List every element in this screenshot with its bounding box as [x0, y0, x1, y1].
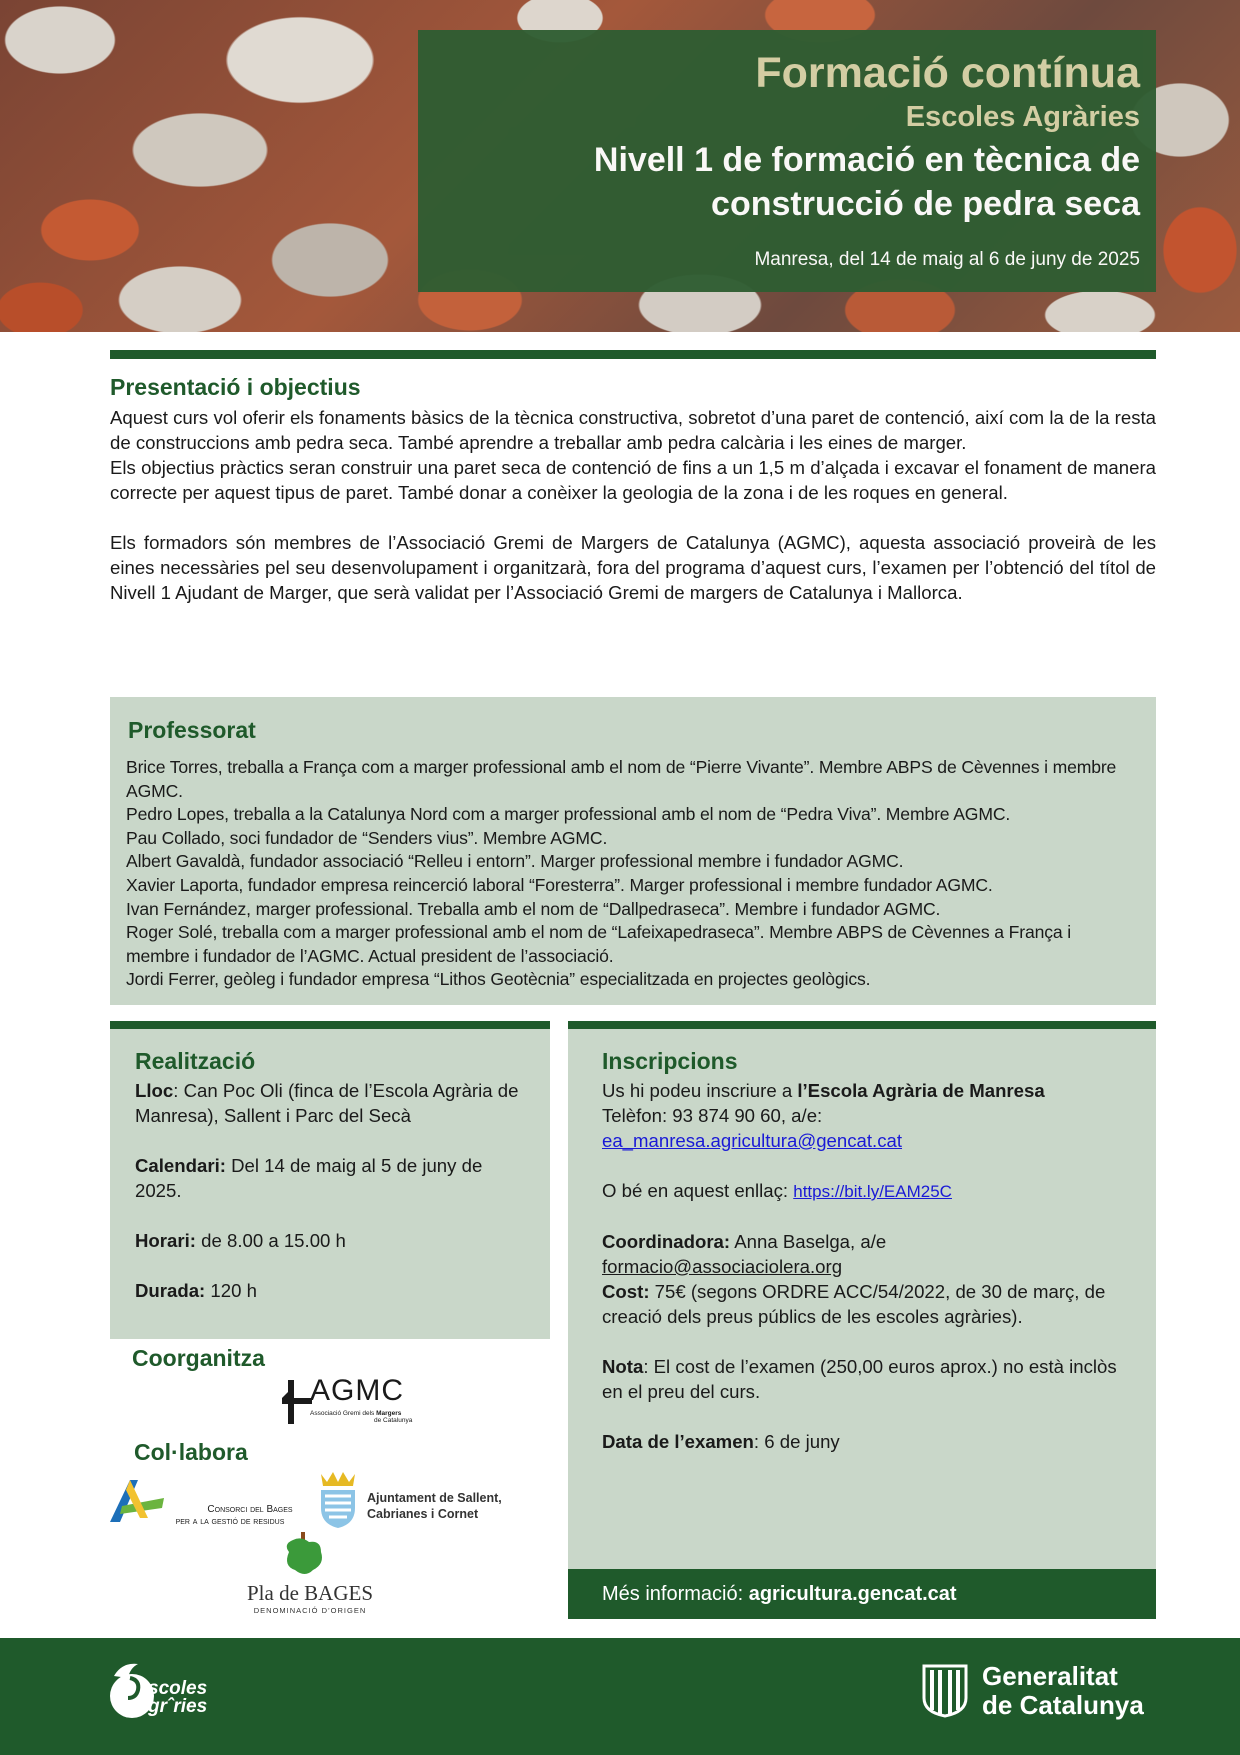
- inscripcions-divider: [568, 1021, 1156, 1029]
- lloc-label: Lloc: [135, 1080, 174, 1101]
- consorci-logo: [108, 1478, 293, 1529]
- escoles-agraries-logo: [108, 1658, 208, 1725]
- footer: [0, 1638, 1240, 1755]
- registration-link-block: [602, 1178, 1136, 1204]
- ajuntament-text-2: Cabrianes i Cornet: [367, 1507, 479, 1521]
- realitzacio-box: [110, 1029, 550, 1339]
- phone-text: Telèfon: 93 874 90 60, a/e:: [602, 1105, 823, 1126]
- intro-paragraph-2: Els objectius pràctics seran construir una paret seca de contenció de fins a un 1,5 m d’alçada i excavar el fonament de manera correcte per aquest tipus de paret. També donar a conèixer la geologia de la zona i de les roques en general.: [110, 457, 1156, 503]
- cost-info: [602, 1279, 1136, 1329]
- coordinator-email-link[interactable]: formacio@associaciolera.org: [602, 1256, 843, 1277]
- professor-item: Pedro Lopes, treballa a la Catalunya Nord com a marger professional amb el nom de “Pedra Viva”. Membre AGMC.: [126, 804, 1011, 825]
- agmc-caption-1: Associació Gremi dels: [310, 1410, 375, 1417]
- collabora-heading: Col·labora: [134, 1439, 248, 1465]
- intro-paragraph-1: Aquest curs vol oferir els fonaments bàsics de la tècnica constructiva, sobretot d’una paret de contenció, així com la de la resta de construccions amb pedra seca. També aprendre a treballar amb pedra calcària i les eines de marger.: [110, 407, 1156, 453]
- exam-date-value: : 6 de juny: [753, 1431, 840, 1452]
- professor-item: Albert Gavaldà, fundador associació “Relleu i entorn”. Marger professional membre i fundador AGMC.: [126, 851, 904, 872]
- inscripcions-heading: Inscripcions: [602, 1048, 738, 1074]
- lloc-value: : Can Poc Oli (finca de l’Escola Agrària de Manresa), Sallent i Parc del Secà: [135, 1080, 519, 1126]
- inscripcions-box: [568, 1029, 1156, 1569]
- professorat-box: [110, 697, 1156, 1005]
- more-info-bar: [568, 1569, 1156, 1619]
- professor-item: Xavier Laporta, fundador empresa reincerció laboral “Foresterra”. Marger professional i membre fundador AGMC.: [126, 874, 993, 895]
- calendari-label: Calendari:: [135, 1155, 226, 1176]
- exam-date-info: [602, 1429, 1136, 1454]
- more-info-label: Més informació:: [602, 1583, 749, 1605]
- generalitat-text: [982, 1662, 1144, 1720]
- escoles-logo-text-2: grˆries: [148, 1696, 208, 1717]
- agmc-caption-2: Margers: [376, 1410, 402, 1417]
- inscripcions-intro: Us hi podeu inscriure a: [602, 1080, 798, 1101]
- cost-label: Cost:: [602, 1281, 650, 1302]
- ajuntament-text-1: Ajuntament de Sallent,: [367, 1491, 502, 1505]
- page-subtitle: Escoles Agràries: [905, 101, 1140, 133]
- pla-de-bages-logo: [243, 1530, 373, 1615]
- consorci-text-1: Consorci del Bages: [207, 1504, 293, 1515]
- agmc-logo-text: AGMC: [310, 1374, 404, 1407]
- registration-link-label: O bé en aquest enllaç:: [602, 1180, 794, 1201]
- horari-info: [135, 1228, 530, 1253]
- durada-info: [135, 1278, 530, 1303]
- realitzacio-heading: Realització: [135, 1048, 256, 1074]
- school-email-link[interactable]: ea_manresa.agricultura@gencat.cat: [602, 1130, 903, 1151]
- professorat-heading: Professorat: [128, 717, 256, 743]
- professor-item: Pau Collado, soci fundador de “Senders vius”. Membre AGMC.: [126, 827, 608, 848]
- registration-link[interactable]: https://bit.ly/EAM25C: [793, 1182, 952, 1201]
- contact-block: [602, 1078, 1136, 1153]
- durada-value: 120 h: [205, 1280, 257, 1301]
- lloc-info: [135, 1078, 530, 1128]
- agmc-caption-3: de Catalunya: [374, 1417, 413, 1424]
- professor-item: Ivan Fernández, marger professional. Treballa amb el nom de “Dallpedraseca”. Membre i fundador AGMC.: [126, 898, 941, 919]
- generalitat-text-2: de Catalunya: [982, 1690, 1144, 1720]
- school-name: l’Escola Agrària de Manresa: [797, 1080, 1045, 1101]
- agmc-logo: [280, 1374, 413, 1431]
- note-info: [602, 1354, 1136, 1404]
- course-title-line-2: construcció de pedra seca: [711, 185, 1140, 223]
- professor-item: Jordi Ferrer, geòleg i fundador empresa “Lithos Geotècnia” especialitzada en projectes geològics.: [126, 969, 871, 990]
- course-title-line-1: Nivell 1 de formació en tècnica de: [593, 141, 1140, 179]
- course-date-place: Manresa, del 14 de maig al 6 de juny de 2025: [754, 249, 1140, 270]
- agmc-logo-caption: [310, 1410, 412, 1424]
- cost-value: 75€ (segons ORDRE ACC/54/2022, de 30 de març, de creació dels preus públics de les escoles agràries).: [602, 1281, 1106, 1327]
- section-divider: [110, 350, 1156, 359]
- coordinator-info: [602, 1229, 1136, 1254]
- consorci-text-2: per a la gestió de residus: [175, 1516, 285, 1527]
- note-value: : El cost de l’examen (250,00 euros aprox.) no està inclòs en el preu del curs.: [602, 1356, 1117, 1402]
- header-title-panel: [418, 30, 1156, 292]
- exam-date-label: Data de l’examen: [602, 1431, 754, 1452]
- calendari-value: Del 14 de maig al 5 de juny de 2025.: [135, 1155, 483, 1201]
- durada-label: Durada:: [135, 1280, 206, 1301]
- header-banner: [0, 0, 1240, 332]
- more-info-link[interactable]: agricultura.gencat.cat: [748, 1583, 957, 1605]
- pla-de-bages-caption: DENOMINACIÓ D’ORIGEN: [253, 1606, 367, 1615]
- intro-paragraph-3: Els formadors són membres de l’Associació Gremi de Margers de Catalunya (AGMC), aquesta associació proveirà de les eines necessàries pel seu desenvolupament i organitzarà, fora del programa d’aquest curs, l’examen per l’obtenció del títol de Nivell 1 Ajudant de Marger, que serà validat per l’Associació Gremi de margers de Catalunya i Mallorca.: [110, 532, 1156, 603]
- realitzacio-divider: [110, 1021, 550, 1029]
- pla-de-bages-text: Pla de BAGES: [247, 1581, 373, 1605]
- coordinator-value: Anna Baselga, a/e: [730, 1231, 887, 1252]
- generalitat-text-1: Generalitat: [982, 1661, 1118, 1691]
- generalitat-emblem-icon: [920, 1662, 970, 1723]
- horari-value: de 8.00 a 15.00 h: [195, 1230, 346, 1251]
- professor-item: Roger Solé, treballa com a marger professional amb el nom de “Lafeixapedraseca”. Membre ABPS de Cèvennes a França i membre i fundador de l’AGMC. Actual president de l’associació.: [126, 922, 1072, 966]
- calendari-info: [135, 1153, 530, 1203]
- intro-heading: Presentació i objectius: [110, 374, 361, 400]
- coordinator-label: Coordinadora:: [602, 1231, 731, 1252]
- horari-label: Horari:: [135, 1230, 196, 1251]
- ajuntament-sallent-logo: [315, 1470, 502, 1535]
- intro-section: [110, 374, 1156, 605]
- coorganitza-heading: Coorganitza: [132, 1345, 265, 1371]
- escoles-logo-text-1: scoles: [148, 1678, 208, 1699]
- page-title: Formació contínua: [755, 49, 1140, 97]
- note-label: Nota: [602, 1356, 644, 1377]
- professor-item: Brice Torres, treballa a França com a marger professional amb el nom de “Pierre Vivante”. Membre ABPS de Cèvennes i membre AGMC.: [126, 757, 1117, 801]
